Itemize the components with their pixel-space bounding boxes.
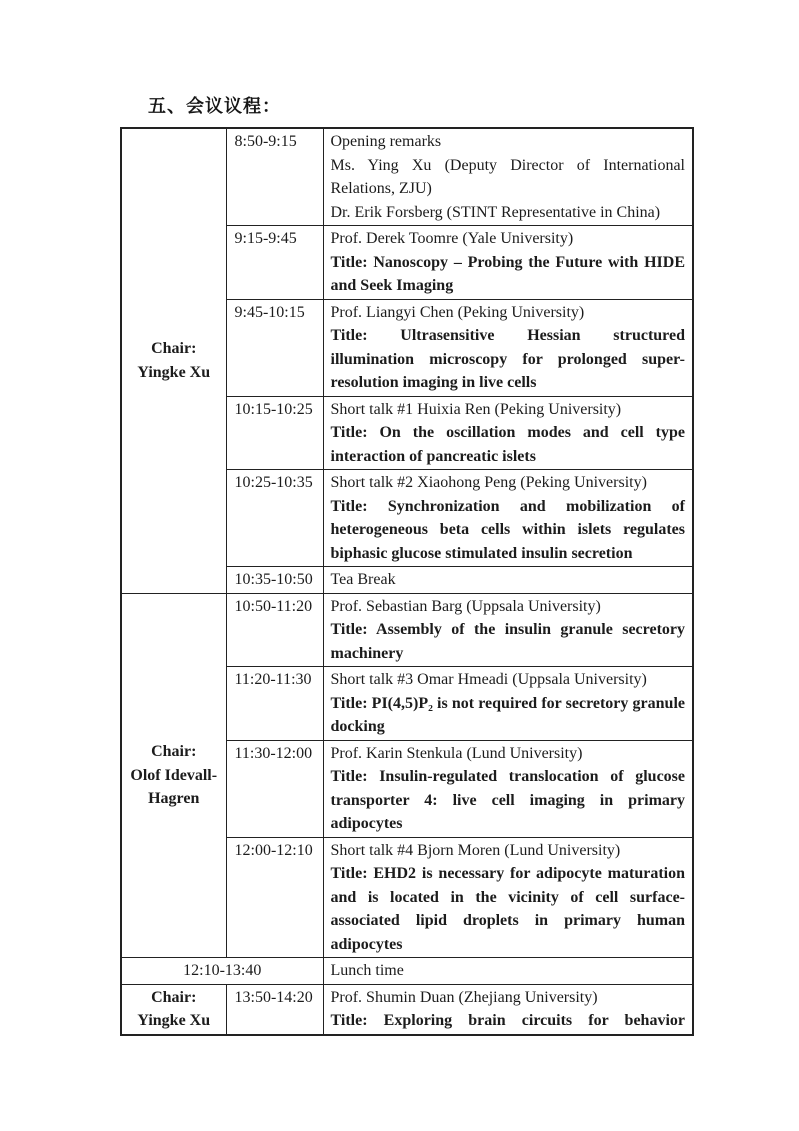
- time-cell: 9:15-9:45: [226, 226, 323, 300]
- time-cell: 11:30-12:00: [226, 740, 323, 837]
- talk-title: Title: Nanoscopy – Probing the Future with HIDE and Seek Imaging: [330, 253, 685, 294]
- page-title: 五、会议议程：: [148, 96, 281, 116]
- time-cell: 8:50-9:15: [226, 128, 323, 226]
- session-cell: [323, 593, 693, 667]
- speaker-line: Short talk #1 Huixia Ren (Peking University): [330, 400, 622, 418]
- time-cell: 10:25-10:35: [226, 470, 323, 567]
- chair-cell-session1: [121, 128, 226, 593]
- session-cell: [323, 667, 693, 741]
- session-cell: [323, 470, 693, 567]
- time-cell: 10:15-10:25: [226, 396, 323, 470]
- talk-title: Title: Synchronization and mobilization of heterogeneous beta cells within islets regulates biphasic glucose stimulated insulin secretion: [330, 497, 685, 562]
- speaker-line: Prof. Shumin Duan (Zhejiang University): [330, 988, 598, 1006]
- session-line: Ms. Ying Xu (Deputy Director of International Relations, ZJU): [330, 156, 685, 197]
- time-cell: 11:20-11:30: [226, 667, 323, 741]
- chair-cell-session3: [121, 984, 226, 1035]
- chair-name: Yingke Xu: [137, 363, 211, 381]
- speaker-line: Prof. Karin Stenkula (Lund University): [330, 744, 583, 762]
- break-label: Tea Break: [330, 571, 396, 588]
- talk-title: Title: Insulin-regulated translocation of glucose transporter 4: live cell imaging in primary adipocytes: [330, 768, 685, 832]
- session-cell: [323, 740, 693, 837]
- session-cell: [323, 396, 693, 470]
- session-cell: [323, 958, 693, 985]
- talk-title: Title: EHD2 is necessary for adipocyte maturation and is located in the vicinity of cell surface-associated lipid droplets in primary human adipocytes: [330, 865, 685, 953]
- time-cell: 9:45-10:15: [226, 299, 323, 396]
- session-cell: [323, 128, 693, 226]
- talk-title: Title: Ultrasensitive Hessian structured illumination microscopy for prolonged super-resolution imaging in live cells: [330, 327, 685, 391]
- session-cell: [323, 567, 693, 594]
- time-cell: 13:50-14:20: [226, 984, 323, 1035]
- speaker-line: Short talk #2 Xiaohong Peng (Peking University): [330, 474, 647, 491]
- session-cell: [323, 837, 693, 958]
- time-cell-lunch: 12:10-13:40: [121, 958, 323, 985]
- time-cell: 10:50-11:20: [226, 593, 323, 667]
- chair-label: Chair:: [151, 743, 197, 760]
- session-cell: [323, 226, 693, 300]
- talk-title: Title: Assembly of the insulin granule secretory machinery: [330, 621, 685, 662]
- agenda-table: [120, 127, 694, 1036]
- table-row: [121, 984, 693, 1035]
- speaker-line: Prof. Liangyi Chen (Peking University): [330, 303, 585, 321]
- speaker-line: Prof. Sebastian Barg (Uppsala University): [330, 597, 601, 615]
- speaker-line: Short talk #4 Bjorn Moren (Lund University): [330, 841, 621, 859]
- chair-cell-session2: [121, 593, 226, 958]
- time-cell: 12:00-12:10: [226, 837, 323, 958]
- chair-label: Chair:: [151, 988, 197, 1006]
- chair-name: Yingke Xu: [137, 1012, 211, 1029]
- table-row: [121, 593, 693, 667]
- session-cell: [323, 299, 693, 396]
- chair-name: Hagren: [148, 790, 200, 807]
- speaker-line: Prof. Derek Toomre (Yale University): [330, 230, 574, 247]
- table-row: [121, 958, 693, 985]
- chair-label: Chair:: [151, 340, 197, 358]
- session-line: Opening remarks: [330, 133, 442, 150]
- talk-title: Title: On the oscillation modes and cell type interaction of pancreatic islets: [330, 424, 685, 465]
- chair-name: Olof Idevall-: [130, 766, 218, 784]
- session-cell: [323, 984, 693, 1035]
- talk-title: Title: Exploring brain circuits for behavior: [330, 1012, 685, 1029]
- break-label: Lunch time: [330, 962, 404, 979]
- talk-title: Title: PI(4,5)P₂ is not required for secretory granule docking: [330, 694, 685, 735]
- time-cell: 10:35-10:50: [226, 567, 323, 594]
- speaker-line: Short talk #3 Omar Hmeadi (Uppsala University): [330, 671, 647, 688]
- table-row: [121, 128, 693, 226]
- session-line: Dr. Erik Forsberg (STINT Representative in China): [330, 203, 661, 221]
